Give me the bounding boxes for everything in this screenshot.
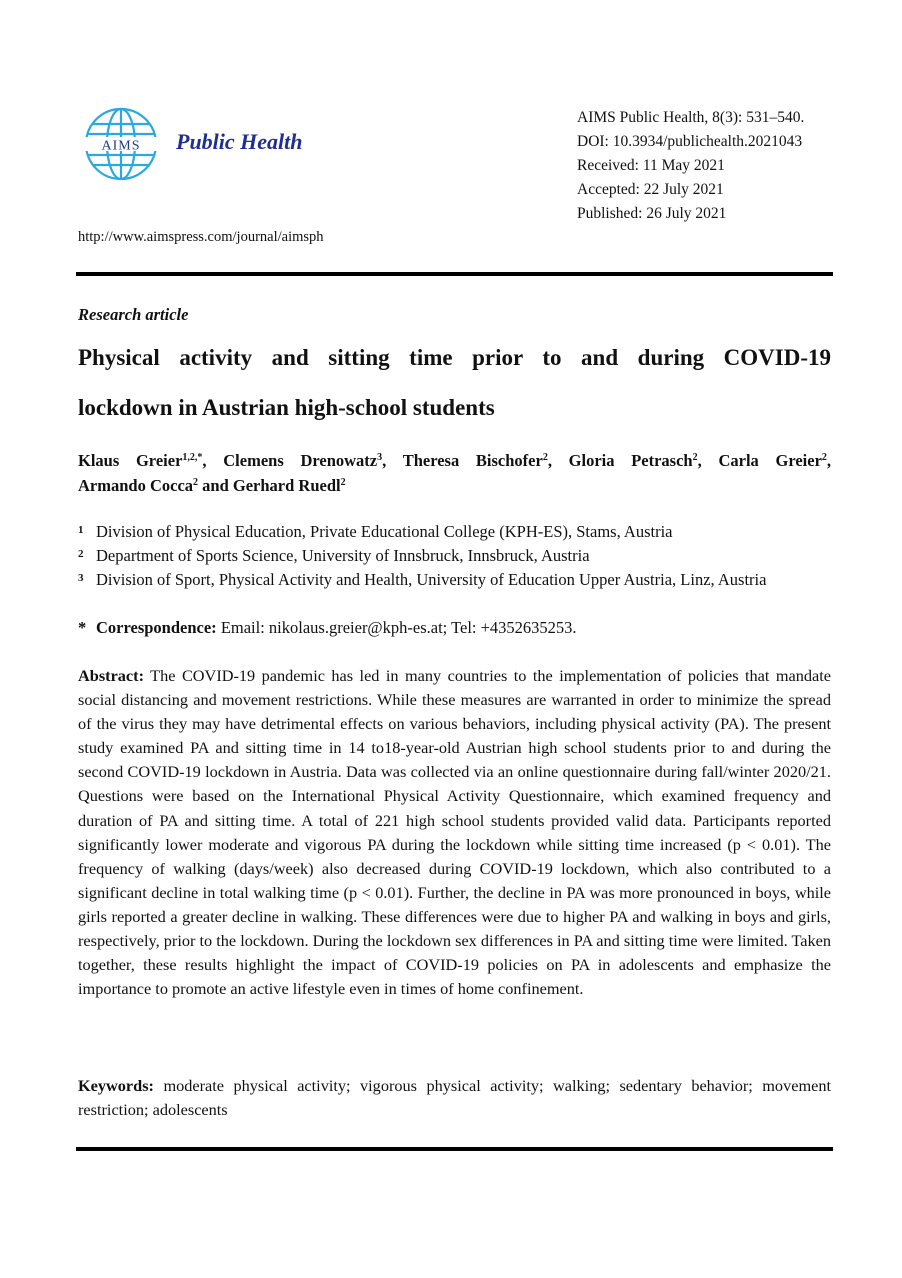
author-line-2: Armando Cocca$^2$ and Gerhard Ruedl$^2$ [78,476,346,495]
aims-globe-logo-icon [83,106,159,182]
correspondence [78,618,577,638]
author-name: Armando Cocca [78,476,194,495]
citation: AIMS Public Health, 8(3): 531–540. [577,109,805,126]
abstract [78,664,831,1001]
author-name: Klaus Greier [78,451,183,470]
author-list [78,448,831,498]
keywords-label: Keywords: [78,1076,154,1095]
affiliation-1 [78,522,673,542]
top-divider [76,272,833,276]
author-affil-sup: 3 [377,452,383,463]
journal-url-link[interactable]: http://www.aimspress.com/journal/aimsph [78,229,324,245]
affiliation-3 [78,570,766,590]
abstract-label: Abstract: [78,666,145,685]
keywords [78,1074,831,1122]
affiliation-text: Division of Sport, Physical Activity and Health, University of Education Upper Austria, Linz, Austria [96,570,767,589]
keywords-text: moderate physical activity; vigorous physical activity; walking; sedentary behavior; movement restriction; adolescents [78,1076,831,1119]
author-affil-sup: 2 [821,452,827,463]
correspondence-label: Correspondence: [96,618,217,637]
author-name: Gloria Petrasch [568,451,693,470]
affiliation-text: Department of Sports Science, University of Innsbruck, Innsbruck, Austria [96,546,590,565]
affiliation-2 [78,546,590,566]
doi[interactable]: DOI: 10.3934/publichealth.2021043 [577,133,803,150]
author-name: Theresa Bischofer [402,451,543,470]
svg-text:AIMS: AIMS [101,138,141,154]
received-date: Received: 11 May 2021 [577,157,725,174]
affiliation-number: 3 [78,572,84,584]
title-line-2: lockdown in Austrian high-school students [78,395,495,420]
correspondence-star: * [78,618,87,637]
author-affil-sup: 2 [193,477,199,488]
author-line-1: Klaus Greier$^{1,2,*}$, Clemens Drenowatz$^3$, Theresa Bischofer$^2$, Gloria Petrasch$^2$, Carla Greier$^2$, [78,451,832,470]
accepted-date: Accepted: 22 July 2021 [577,181,724,198]
author-name: Gerhard Ruedl [232,476,341,495]
journal-name: Public Health [176,129,303,154]
abstract-text: The COVID-19 pandemic has led in many countries to the implementation of policies that mandate social distancing and movement restrictions. While these measures are warranted in order to minimize the spread of the virus they may have detrimental effects on various behaviors, including physical activity (PA). The present study examined PA and sitting time in 14 to18-year-old Austrian high school students prior to and during the second COVID-19 lockdown in Austria. Data was collected via an online questionnaire during fall/winter 2020/21. Questions were based on the International Physical Activity Questionnaire, which examined frequency and duration of PA and sitting time. A total of 221 high school students provided valid data. Participants reported significantly lower moderate and vigorous PA during the lockdown while sitting time increased (p < 0.01). The frequency of walking (days/week) also decreased during COVID-19 lockdown, which also contributed to a significant decline in total walking time (p < 0.01). Further, the decline in PA was more pronounced in boys, while girls reported a greater decline in walking. These differences were due to higher PA and walking in boys and girls, respectively, prior to the lockdown. During the lockdown sex differences in PA and sitting time were limited. Taken together, these results highlight the impact of COVID-19 policies on PA in adolescents and emphasize the importance to promote an active lifestyle even in times of home confinement. [78,666,831,999]
author-name: Carla Greier [718,451,822,470]
paper-title [78,333,831,433]
published-date: Published: 26 July 2021 [577,205,727,222]
bottom-divider [76,1147,833,1151]
title-line-1: Physical activity and sitting time prior to and during COVID-19 [78,345,831,370]
author-affil-sup: 2 [542,452,548,463]
article-type: Research article [78,305,189,324]
affiliation-number: 2 [78,548,84,560]
correspondence-text: Email: nikolaus.greier@kph-es.at; Tel: +4352635253. [216,618,577,637]
author-affil-sup: 1,2,* [182,452,203,463]
author-name: Clemens Drenowatz [223,451,378,470]
affiliation-text: Division of Physical Education, Private Educational College (KPH-ES), Stams, Austria [96,522,673,541]
author-affil-sup: 2 [692,452,698,463]
affiliation-number: 1 [78,524,84,536]
publication-meta [577,106,804,226]
author-affil-sup: 2 [340,477,346,488]
